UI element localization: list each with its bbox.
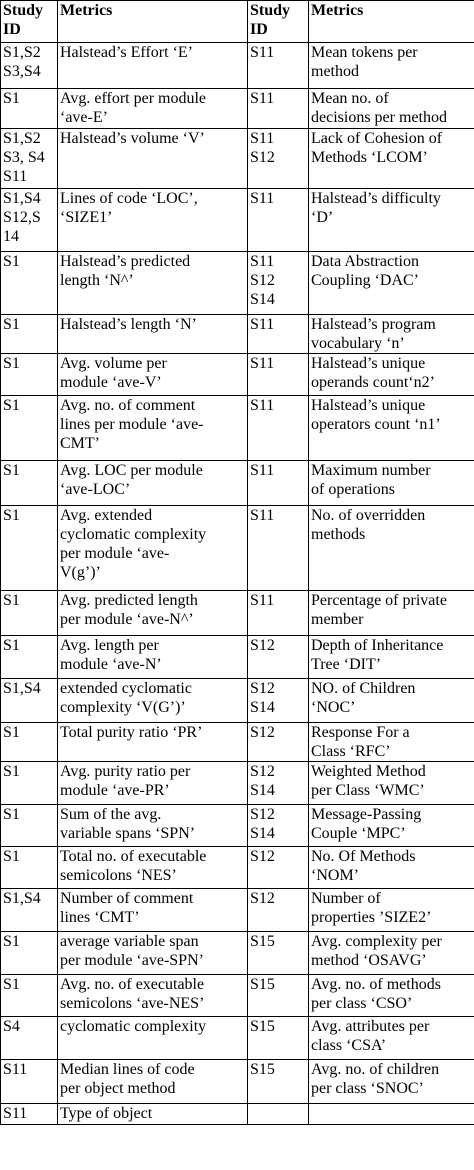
metric-right-cell: Mean tokens per method — [309, 43, 474, 89]
metric-right-cell: Halstead’s unique operators count ‘n1’ — [309, 396, 474, 461]
metric-right-cell: Avg. no. of children per class ‘SNOC’ — [309, 1060, 474, 1104]
study-id-right-cell: S11 — [248, 89, 309, 129]
study-id-right-cell: S11 — [248, 591, 309, 636]
study-id-left-cell: S1,S4 — [1, 889, 58, 932]
metric-left-cell: Avg. volume per module ‘ave-V’ — [58, 354, 248, 396]
table-row — [1, 252, 474, 315]
metric-right-cell: Weighted Method per Class ‘WMC’ — [309, 762, 474, 805]
table-row — [1, 396, 474, 461]
metric-right-cell: Halstead’s unique operands count‘n2’ — [309, 354, 474, 396]
metric-left-cell: Total purity ratio ‘PR’ — [58, 723, 248, 762]
table-row — [1, 889, 474, 932]
study-id-right-cell: S12 S14 — [248, 805, 309, 847]
metric-right-cell: Response For a Class ‘RFC’ — [309, 723, 474, 762]
study-id-left-cell: S1 — [1, 591, 58, 636]
study-id-left-cell: S1,S2 S3, S4 S11 — [1, 129, 58, 189]
metric-left-cell: Avg. length per module ‘ave-N’ — [58, 636, 248, 679]
study-id-right-cell: S11 — [248, 354, 309, 396]
table-row — [1, 1017, 474, 1060]
table-header — [1, 1, 474, 43]
table-row — [1, 354, 474, 396]
metric-right-cell: Message-Passing Couple ‘MPC’ — [309, 805, 474, 847]
metric-left-cell: Avg. extended cyclomatic complexity per module ‘ave- V(g’)’ — [58, 506, 248, 591]
study-id-right-cell: S11 — [248, 43, 309, 89]
header-metrics-right: Metrics — [309, 1, 474, 43]
study-id-left-cell: S1 — [1, 636, 58, 679]
header-row — [1, 1, 474, 43]
study-id-left-cell: S1 — [1, 762, 58, 805]
study-id-left-cell: S1 — [1, 932, 58, 975]
study-id-left-cell: S1 — [1, 396, 58, 461]
study-id-left-cell: S11 — [1, 1060, 58, 1104]
study-id-right-cell: S15 — [248, 975, 309, 1017]
study-id-right-cell: S12 S14 — [248, 762, 309, 805]
study-id-left-cell: S1,S4 S12,S 14 — [1, 189, 58, 252]
study-id-right-cell: S11 — [248, 461, 309, 506]
metric-left-cell: Avg. purity ratio per module ‘ave-PR’ — [58, 762, 248, 805]
metric-left-cell: Avg. LOC per module ‘ave-LOC’ — [58, 461, 248, 506]
metric-left-cell: Sum of the avg. variable spans ‘SPN’ — [58, 805, 248, 847]
metric-left-cell: Type of object — [58, 1104, 248, 1125]
metric-left-cell: Avg. no. of comment lines per module ‘ave- CMT’ — [58, 396, 248, 461]
study-id-left-cell: S1 — [1, 805, 58, 847]
study-id-left-cell: S1 — [1, 461, 58, 506]
metric-left-cell: Total no. of executable semicolons ‘NES’ — [58, 847, 248, 889]
metric-right-cell: Halstead’s program vocabulary ‘n’ — [309, 315, 474, 354]
study-id-right-cell: S12 — [248, 847, 309, 889]
study-id-right-cell: S12 — [248, 723, 309, 762]
study-id-right-cell: S11 — [248, 396, 309, 461]
metric-right-cell: Maximum number of operations — [309, 461, 474, 506]
study-id-right-cell: S12 — [248, 636, 309, 679]
metric-right-cell: Lack of Cohesion of Methods ‘LCOM’ — [309, 129, 474, 189]
study-id-left-cell: S1 — [1, 252, 58, 315]
metric-right-cell: No. Of Methods ‘NOM’ — [309, 847, 474, 889]
table-row — [1, 1104, 474, 1125]
metric-left-cell: Avg. effort per module ‘ave-E’ — [58, 89, 248, 129]
table-row — [1, 129, 474, 189]
table-row — [1, 1060, 474, 1104]
study-id-left-cell: S11 — [1, 1104, 58, 1125]
metric-left-cell: Halstead’s length ‘N’ — [58, 315, 248, 354]
table-row — [1, 932, 474, 975]
metric-right-cell: Avg. no. of methods per class ‘CSO’ — [309, 975, 474, 1017]
study-id-left-cell: S1,S2 S3,S4 — [1, 43, 58, 89]
metric-right-cell: Depth of Inheritance Tree ‘DIT’ — [309, 636, 474, 679]
metric-left-cell: Median lines of code per object method — [58, 1060, 248, 1104]
table-row — [1, 43, 474, 89]
table-row — [1, 315, 474, 354]
table-row — [1, 89, 474, 129]
study-id-left-cell: S1 — [1, 975, 58, 1017]
table-row — [1, 847, 474, 889]
table-row — [1, 189, 474, 252]
study-id-left-cell: S1 — [1, 354, 58, 396]
table-row — [1, 591, 474, 636]
metric-right-cell: NO. of Children ‘NOC’ — [309, 679, 474, 723]
metric-left-cell: Number of comment lines ‘CMT’ — [58, 889, 248, 932]
metric-left-cell: Avg. no. of executable semicolons ‘ave-NES’ — [58, 975, 248, 1017]
study-id-right-cell: S11 S12 — [248, 129, 309, 189]
study-id-right-cell: S11 — [248, 506, 309, 591]
table-row — [1, 679, 474, 723]
metric-left-cell: extended cyclomatic complexity ‘V(G’)’ — [58, 679, 248, 723]
table-body — [1, 43, 474, 1125]
header-study-id-right: Study ID — [248, 1, 309, 43]
metric-right-cell: Avg. attributes per class ‘CSA’ — [309, 1017, 474, 1060]
study-id-right-cell: S11 — [248, 315, 309, 354]
study-id-left-cell: S1 — [1, 315, 58, 354]
header-metrics-left: Metrics — [58, 1, 248, 43]
table-row — [1, 762, 474, 805]
metric-right-cell: Avg. complexity per method ‘OSAVG’ — [309, 932, 474, 975]
study-id-left-cell: S1 — [1, 723, 58, 762]
metric-right-cell — [309, 1104, 474, 1125]
study-id-left-cell: S1,S4 — [1, 679, 58, 723]
header-study-id-left: Study ID — [1, 1, 58, 43]
metric-left-cell: Avg. predicted length per module ‘ave-N^’ — [58, 591, 248, 636]
table-row — [1, 636, 474, 679]
metric-left-cell: cyclomatic complexity — [58, 1017, 248, 1060]
metric-left-cell: Lines of code ‘LOC’, ‘SIZE1’ — [58, 189, 248, 252]
metric-right-cell: Mean no. of decisions per method — [309, 89, 474, 129]
table-row — [1, 461, 474, 506]
metric-right-cell: Percentage of private member — [309, 591, 474, 636]
study-id-right-cell: S12 — [248, 889, 309, 932]
study-id-right-cell: S15 — [248, 1060, 309, 1104]
metric-left-cell: Halstead’s volume ‘V’ — [58, 129, 248, 189]
study-id-right-cell: S12 S14 — [248, 679, 309, 723]
study-id-right-cell: S11 — [248, 189, 309, 252]
metric-right-cell: No. of overridden methods — [309, 506, 474, 591]
table-row — [1, 723, 474, 762]
metric-right-cell: Data Abstraction Coupling ‘DAC’ — [309, 252, 474, 315]
study-id-right-cell — [248, 1104, 309, 1125]
metric-left-cell: Halstead’s predicted length ‘N^’ — [58, 252, 248, 315]
study-id-left-cell: S4 — [1, 1017, 58, 1060]
metric-left-cell: Halstead’s Effort ‘E’ — [58, 43, 248, 89]
table-row — [1, 805, 474, 847]
table-row — [1, 975, 474, 1017]
study-id-right-cell: S15 — [248, 932, 309, 975]
table-row — [1, 506, 474, 591]
study-id-right-cell: S15 — [248, 1017, 309, 1060]
metric-left-cell: average variable span per module ‘ave-SPN’ — [58, 932, 248, 975]
study-id-left-cell: S1 — [1, 847, 58, 889]
study-id-left-cell: S1 — [1, 89, 58, 129]
study-id-left-cell: S1 — [1, 506, 58, 591]
metric-right-cell: Halstead’s difficulty ‘D’ — [309, 189, 474, 252]
metric-right-cell: Number of properties ’SIZE2’ — [309, 889, 474, 932]
study-id-right-cell: S11 S12 S14 — [248, 252, 309, 315]
